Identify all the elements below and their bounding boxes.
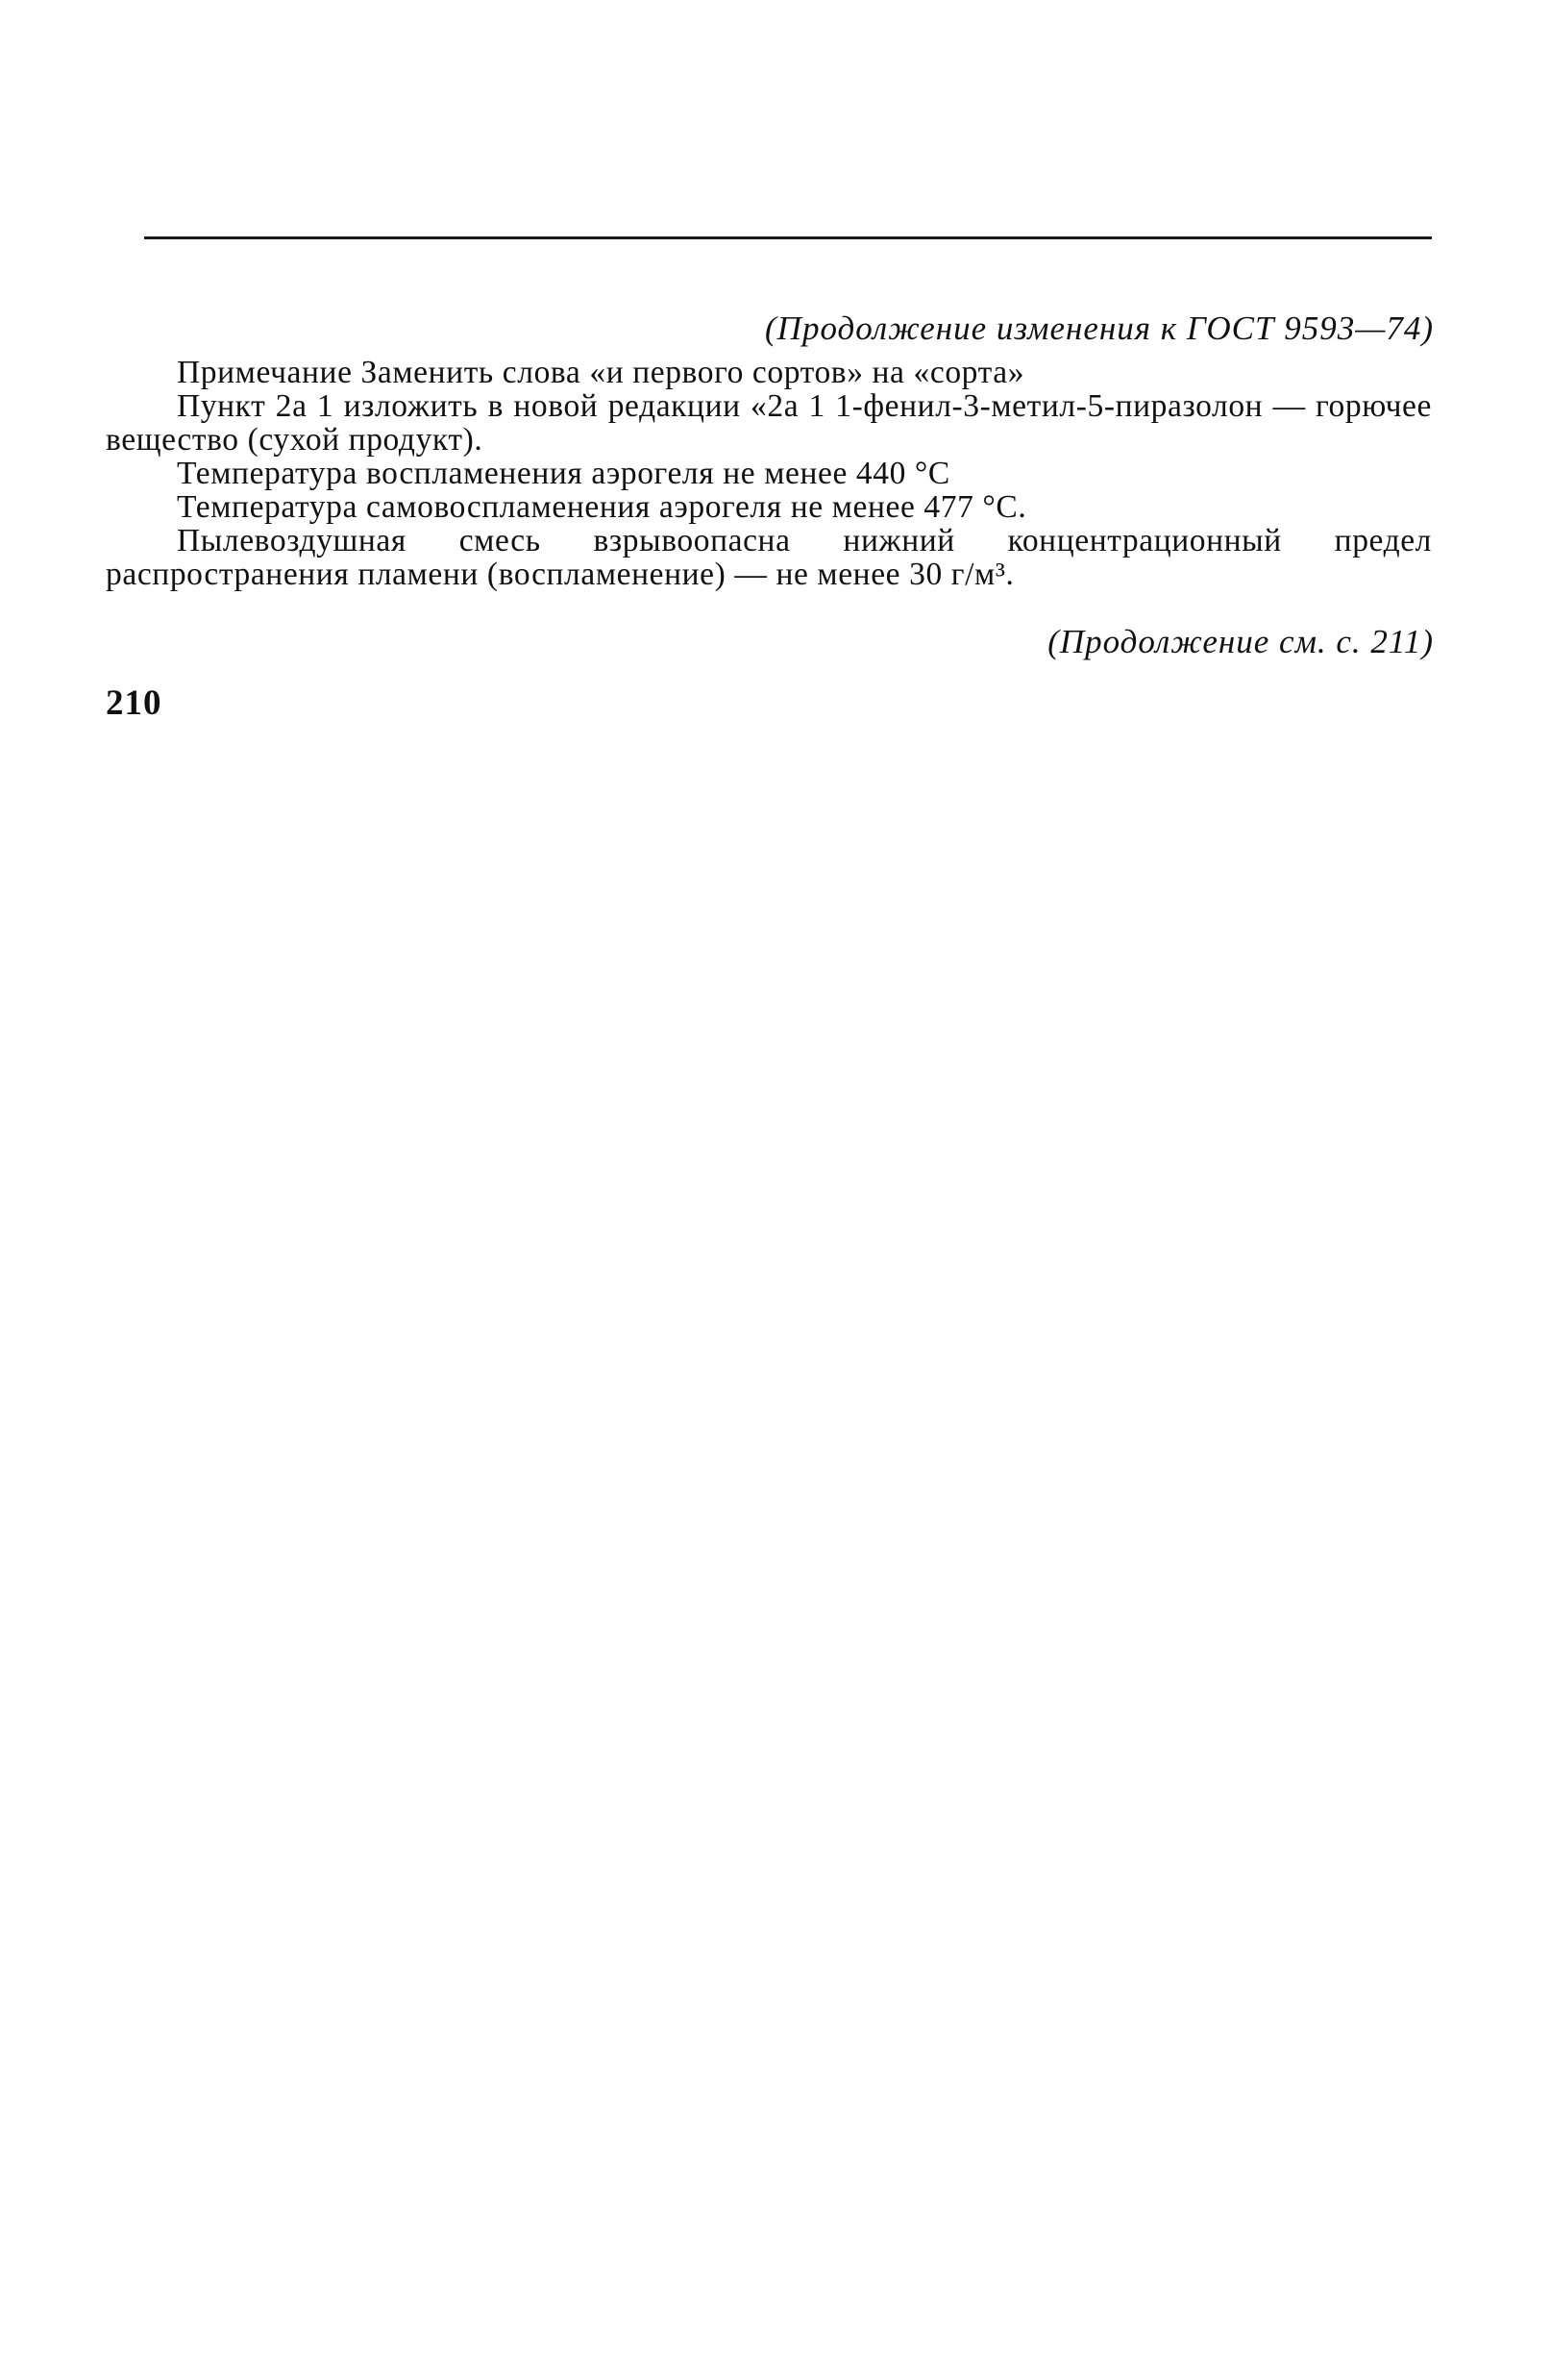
paragraph-autoignition-temperature: Температура самовоспламенения аэрогеля не менее 477 °С. xyxy=(177,489,1027,525)
header-divider xyxy=(144,236,1432,239)
paragraph-item-2a1: Пункт 2а 1 изложить в новой редакции «2а 1 1-фенил-3-метил-5-пиразолон — горючее вещество (сухой продукт). xyxy=(106,388,1432,458)
page-number: 210 xyxy=(106,683,162,723)
paragraph-note: Примечание Заменить слова «и первого сортов» на «сорта» xyxy=(177,355,1025,390)
footer-continuation-note: (Продолжение см. с. 211) xyxy=(1047,623,1434,660)
paragraph-explosion-limit: Пылевоздушная смесь взрывоопасна нижний концентрационный предел распространения пламени (воспламенение) — не менее 30 г/м³. xyxy=(106,523,1432,592)
document-body xyxy=(106,356,1432,591)
paragraph-ignition-temperature: Температура воспламенения аэрогеля не менее 440 °С xyxy=(177,456,950,491)
header-continuation-note: (Продолжение изменения к ГОСТ 9593—74) xyxy=(765,310,1434,347)
